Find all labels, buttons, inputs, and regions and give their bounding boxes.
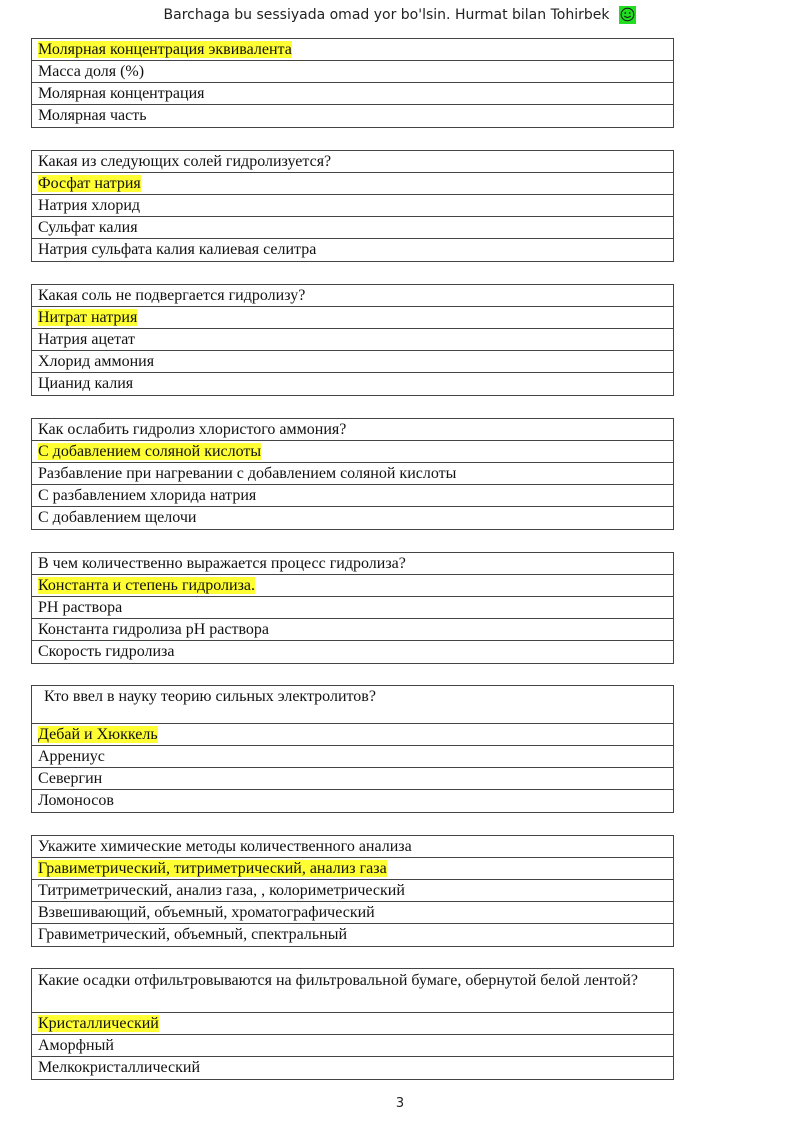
answer-option: Разбавление при нагревании с добавлением соляной кислоты xyxy=(32,463,673,485)
answer-option: Аморфный xyxy=(32,1035,673,1057)
answer-option: Натрия хлорид xyxy=(32,195,673,217)
question-text: Как ослабить гидролиз хлористого аммония? xyxy=(32,419,673,441)
correct-answer: Нитрат натрия xyxy=(38,309,138,326)
answer-option: Ломоносов xyxy=(38,792,114,809)
answer-option: Цианид калия xyxy=(38,375,134,392)
question-text: Кто ввел в науку теорию сильных электролитов? xyxy=(32,686,673,724)
correct-answer: С добавлением соляной кислоты xyxy=(38,443,262,460)
answer-option: Молярная концентрация xyxy=(32,83,673,105)
page-number: 3 xyxy=(395,1096,405,1111)
question-text: В чем количественно выражается процесс гидролиза? xyxy=(32,553,673,575)
answer-option: Масса доля (%) xyxy=(32,61,673,83)
answer-option: Натрия сульфата калия калиевая селитра xyxy=(38,241,317,258)
question-text: Укажите химические методы количественного анализа xyxy=(32,836,673,858)
question-block-2 xyxy=(31,150,674,262)
answer-option: С разбавлением хлорида натрия xyxy=(32,485,673,507)
correct-answer: Фосфат натрия xyxy=(38,175,141,192)
question-text: Какая из следующих солей гидролизуется? xyxy=(32,151,673,173)
answer-option: Взвешивающий, объемный, хроматографический xyxy=(32,902,673,924)
smiley-icon xyxy=(619,6,636,24)
question-block-3 xyxy=(31,284,674,396)
answer-option: Гравиметрический, объемный, спектральный xyxy=(38,926,348,943)
answer-option: PH раствора xyxy=(32,597,673,619)
answer-option: Аррениус xyxy=(32,746,673,768)
correct-answer: Гравиметрический, титриметрический, анализ газа xyxy=(38,860,387,877)
answer-option: Константа гидролиза pH раствора xyxy=(32,619,673,641)
answer-option: Хлорид аммония xyxy=(32,351,673,373)
question-block-8 xyxy=(31,968,674,1080)
question-text: Какая соль не подвергается гидролизу? xyxy=(32,285,673,307)
question-block-4 xyxy=(31,418,674,530)
correct-answer: Кристаллический xyxy=(38,1015,159,1032)
question-block-1 xyxy=(31,38,674,128)
question-block-7 xyxy=(31,835,674,947)
answer-option: Севергин xyxy=(32,768,673,790)
question-text: Какие осадки отфильтровываются на фильтровальной бумаге, обернутой белой лентой? xyxy=(32,969,673,1013)
answer-option: Титриметрический, анализ газа, , колориметрический xyxy=(32,880,673,902)
header-text: Barchaga bu sessiyada omad yor bo'lsin. Hurmat bilan Tohirbek xyxy=(163,7,610,23)
question-block-5 xyxy=(31,552,674,664)
answer-option: Натрия ацетат xyxy=(32,329,673,351)
answer-option: Скорость гидролиза xyxy=(38,643,175,660)
answer-option: Мелкокристаллический xyxy=(38,1059,201,1076)
answer-option: Молярная часть xyxy=(38,107,147,124)
answer-option: Сульфат калия xyxy=(32,217,673,239)
correct-answer: Молярная концентрация эквивалента xyxy=(38,41,292,58)
page-header xyxy=(0,0,800,30)
correct-answer: Дебай и Хюккель xyxy=(38,726,158,743)
correct-answer: Константа и степень гидролиза. xyxy=(38,577,255,594)
question-block-6 xyxy=(31,685,674,813)
answer-option: С добавлением щелочи xyxy=(38,509,197,526)
